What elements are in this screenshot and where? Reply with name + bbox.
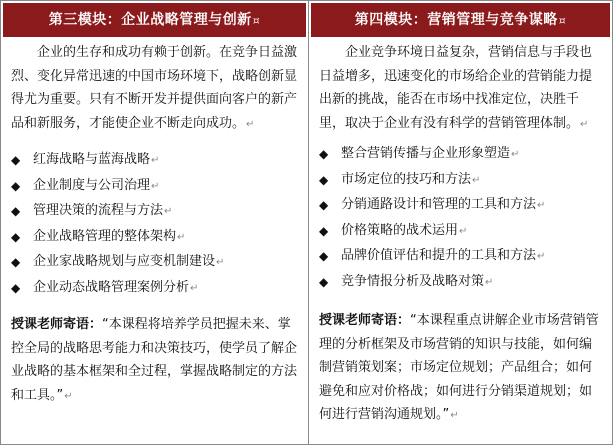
return-mark-icon: ↵ xyxy=(459,225,468,237)
diamond-bullet-icon: ◆ xyxy=(319,198,329,212)
return-mark-icon: ↵ xyxy=(246,118,255,130)
return-mark-icon: ↵ xyxy=(511,149,520,160)
module-four-header xyxy=(311,3,610,37)
cell-mark-icon: ¤ xyxy=(558,14,567,27)
return-mark-icon: ↵ xyxy=(450,410,459,421)
return-mark-icon: ↵ xyxy=(485,276,494,288)
module-three-header xyxy=(3,3,306,37)
module-four-body xyxy=(309,37,612,428)
module-three-column xyxy=(1,1,309,444)
message-label: 授课老师寄语： xyxy=(319,313,411,328)
module-three-message xyxy=(11,313,300,408)
return-mark-icon: ↵ xyxy=(472,174,481,186)
list-item: ◆ 企业制度与公司治理↵ xyxy=(11,174,300,200)
module-four-column xyxy=(309,1,612,444)
return-mark-icon: ↵ xyxy=(177,231,186,243)
module-three-intro: 企业的生存和成功有赖于创新。在竞争日益激烈、变化异常迅速的中国市场环境下，战略创新显得尤为重要。只有不断开发并提供面向客户的新产品和新服务，才能使企业不断走向成功。↵ xyxy=(11,45,298,131)
list-item: ◆ 品牌价值评估和提升的工具和方法↵ xyxy=(319,244,604,270)
diamond-bullet-icon: ◆ xyxy=(319,147,329,161)
return-mark-icon: ↵ xyxy=(164,206,173,217)
list-item: ◆ 市场定位的技巧和方法↵ xyxy=(319,168,604,194)
return-mark-icon: ↵ xyxy=(64,390,73,402)
list-item: ◆ 管理决策的流程与方法↵ xyxy=(11,199,300,225)
diamond-bullet-icon: ◆ xyxy=(319,223,329,238)
message-label: 授课老师寄语： xyxy=(11,317,103,332)
return-mark-icon: ↵ xyxy=(537,200,546,211)
return-mark-icon: ↵ xyxy=(537,251,546,262)
return-mark-icon: ↵ xyxy=(151,180,160,192)
list-item: ◆ 价格策略的战术运用↵ xyxy=(319,219,604,245)
diamond-bullet-icon: ◆ xyxy=(11,178,21,193)
module-three-body xyxy=(1,37,308,408)
module-three-title: 第三模块：企业战略管理与创新 xyxy=(48,12,252,28)
diamond-bullet-icon: ◆ xyxy=(11,204,21,218)
module-four-intro: 企业竞争环境日益复杂，营销信息与手段也日益增多，迅速变化的市场给企业的营销能力提出新的挑战，能否在市场中找准定位，决胜千里，取决于企业有没有科学的营销管理体制。↵ xyxy=(319,45,593,131)
return-mark-icon: ↵ xyxy=(190,282,199,294)
cell-mark-icon: ¤ xyxy=(252,14,261,27)
module-three-topics xyxy=(11,148,300,301)
diamond-bullet-icon: ◆ xyxy=(11,229,21,244)
message-text: “本课程将培养学员把握未来、掌控全局的战略思考能力和决策技巧，使学员了解企业战略的基本框架和全过程，掌握战略制定的方法和工具。” xyxy=(11,317,298,403)
list-item: ◆ 企业动态战略管理案例分析↵ xyxy=(11,276,300,302)
diamond-bullet-icon: ◆ xyxy=(319,249,329,263)
diamond-bullet-icon: ◆ xyxy=(11,255,21,269)
module-four-title: 第四模块：营销管理与竞争谋略 xyxy=(354,12,558,28)
return-mark-icon: ↵ xyxy=(580,118,589,130)
list-item: ◆ 分销通路设计和管理的工具和方法↵ xyxy=(319,193,604,219)
list-item: ◆ 红海战略与蓝海战略↵ xyxy=(11,148,300,174)
return-mark-icon: ↵ xyxy=(216,257,225,268)
list-item: ◆ 整合营销传播与企业形象塑造↵ xyxy=(319,142,604,168)
message-text: “本课程重点讲解企业市场营销管理的分析框架及市场营销的知识与技能，如何编制营销策划案；市场定位规划；产品组合；如何避免和应对价格战；如何进行分销渠道规划；如何进行营销沟通规划。” xyxy=(319,313,599,422)
module-four-topics xyxy=(319,142,604,295)
list-item: ◆ 企业战略管理的整体架构↵ xyxy=(11,225,300,251)
diamond-bullet-icon: ◆ xyxy=(319,172,329,187)
module-four-message xyxy=(319,309,604,428)
diamond-bullet-icon: ◆ xyxy=(11,153,21,167)
diamond-bullet-icon: ◆ xyxy=(11,280,21,295)
diamond-bullet-icon: ◆ xyxy=(319,274,329,289)
list-item: ◆ 竞争情报分析及战略对策↵ xyxy=(319,270,604,296)
return-mark-icon: ↵ xyxy=(151,155,160,166)
list-item: ◆ 企业家战略规划与应变机制建设↵ xyxy=(11,250,300,276)
